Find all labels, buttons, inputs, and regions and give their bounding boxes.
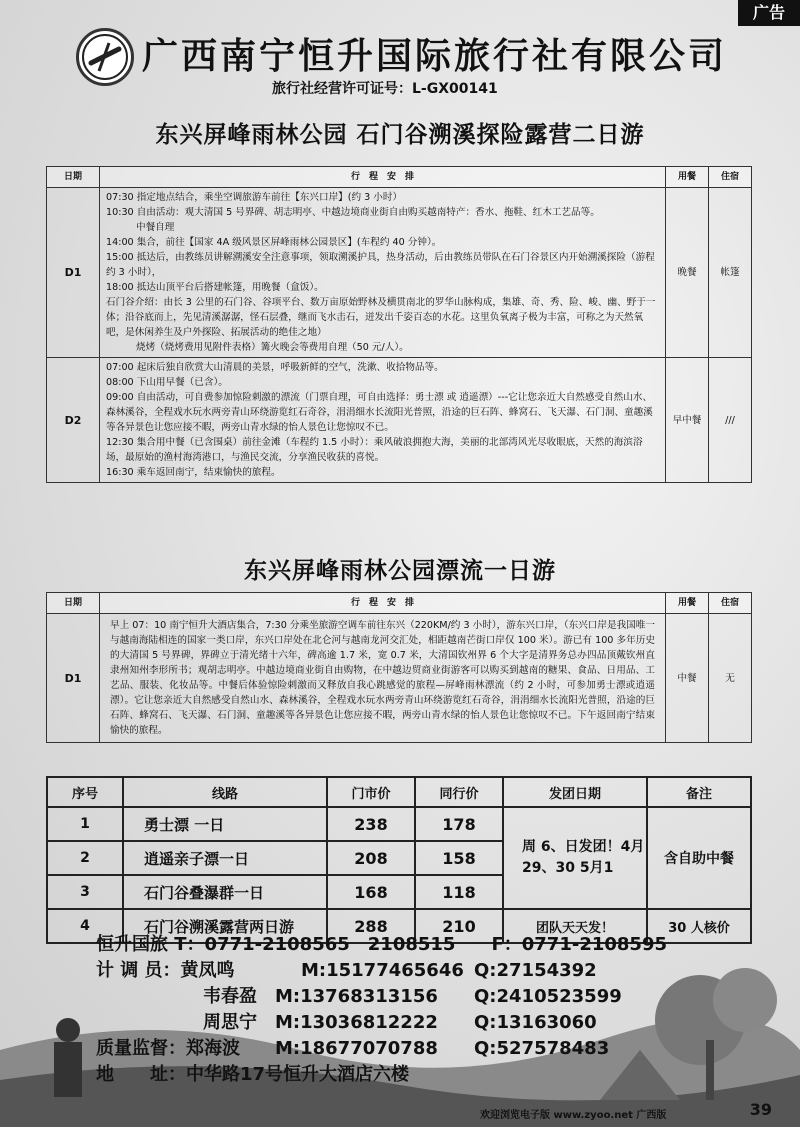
table-row xyxy=(47,614,752,743)
price-table xyxy=(46,776,752,944)
header-date: 日期 xyxy=(47,593,100,614)
meal-cell: 晚餐 xyxy=(666,188,709,358)
company-logo xyxy=(76,28,134,86)
row-no: 2 xyxy=(47,841,123,875)
supervisor-row xyxy=(96,1036,667,1062)
day-label: D2 xyxy=(47,358,100,483)
tour2-title: 东兴屏峰雨林公园漂流一日游 xyxy=(244,557,556,584)
day-plan xyxy=(100,358,666,483)
header-no: 序号 xyxy=(47,777,123,807)
header-date: 日期 xyxy=(47,167,100,188)
header-plan: 行 程 安 排 xyxy=(100,167,666,188)
supervisor-name: 郑海波 xyxy=(186,1038,240,1059)
plan-line: 中餐自理 xyxy=(136,222,175,233)
table-header-row xyxy=(47,593,752,614)
header-route: 线路 xyxy=(123,777,327,807)
row-route: 逍遥亲子漂一日 xyxy=(123,841,327,875)
header-trade: 同行价 xyxy=(415,777,503,807)
day-plan xyxy=(100,188,666,358)
supervisor-label: 质量监督： xyxy=(96,1038,186,1059)
row-note: 30 人核价 xyxy=(647,909,751,943)
dispatcher-name: 周思宁 xyxy=(203,1012,257,1033)
day-label: D1 xyxy=(47,188,100,358)
plan-line: 16:30 乘车返回南宁，结束愉快的旅程。 xyxy=(106,467,281,478)
header-note: 备注 xyxy=(647,777,751,807)
plan-line: 12:30 集合用中餐（已含围桌）前往金滩（车程约 1.5 小时）：乘风破浪拥抱大海，美丽的北部湾风光尽收眼底，天然的海滨浴场，最原始的渔村海湾港口，与渔民交流，分享渔民收获的喜悦。 xyxy=(106,437,643,463)
header-stay: 住宿 xyxy=(709,167,752,188)
header-meal: 用餐 xyxy=(666,593,709,614)
hotline: 恒升国旅 T：0771-2108565 2108515 F：0771-2108595 xyxy=(96,934,667,955)
dispatcher-label: 计 调 员： xyxy=(96,960,181,981)
address-value: 中华路17号恒升大酒店六楼 xyxy=(186,1064,410,1085)
address-row xyxy=(96,1062,667,1088)
plan-line: 08:00 下山用早餐（已含）。 xyxy=(106,377,228,388)
header-meal: 用餐 xyxy=(666,167,709,188)
day-label: D1 xyxy=(47,614,100,743)
dispatcher-name: 黄凤鸣 xyxy=(180,960,235,981)
footer-text: 欢迎浏览电子版 www.zyoo.net 广西版 xyxy=(480,1110,667,1121)
ad-tag: 广告 xyxy=(738,0,800,26)
supervisor-qq: Q:527578483 xyxy=(474,1038,610,1059)
dispatcher-row xyxy=(96,1010,667,1036)
row-retail-price: 288 xyxy=(327,909,415,943)
plan-line: 09:00 自由活动，可自费参加惊险刺激的漂流（门票自理，可自由选择：勇士漂 或 逍遥漂）---它让您亲近大自然感受自然山水、森林溪谷，全程戏水玩水两旁青山环绕游览红石奇谷，涓涓细水长流阳光普照，沿途的巨石阵、蜂窝石、飞天瀑、石门洞、童趣溪等各异景色让您应接不暇，两旁山青水绿的怡人景色让您惊叹不已。 xyxy=(106,392,653,433)
plan-line: 07:00 起床后独自欣赏大山清晨的美景，呼吸新鲜的空气，洗漱、收拾物品等。 xyxy=(106,362,444,373)
departure-dates: 团队天天发！ xyxy=(503,909,647,943)
row-trade-price: 118 xyxy=(415,875,503,909)
supervisor-mobile: M:18677070788 xyxy=(275,1038,438,1059)
plan-line: 10:30 自由活动：观大清国 5 号界碑、胡志明亭、中越边境商业街自由购买越南特产：香水、拖鞋、红木工艺品等。 xyxy=(106,207,600,218)
dispatcher-mobile: M:15177465646 xyxy=(301,960,464,981)
dispatcher-qq: Q:27154392 xyxy=(474,960,597,981)
address-label: 地 址： xyxy=(96,1064,186,1085)
plan-line: 烧烤（烧烤费用见附件表格）篝火晚会等费用自理（50 元/人）。 xyxy=(136,342,409,353)
row-retail-price: 238 xyxy=(327,807,415,841)
row-trade-price: 210 xyxy=(415,909,503,943)
plan-line: 07:30 指定地点结合，乘坐空调旅游车前往【东兴口岸】(约 3 小时） xyxy=(106,192,403,203)
tour1-title: 东兴屏峰雨林公园 石门谷溯溪探险露营二日游 xyxy=(155,121,645,148)
license-number: 旅行社经营许可证号：L-GX00141 xyxy=(272,81,498,97)
contact-block xyxy=(96,932,667,1088)
row-route: 石门谷溯溪露营两日游 xyxy=(123,909,327,943)
company-name: 广西南宁恒升国际旅行社有限公司 xyxy=(142,35,728,77)
header-plan: 行 程 安 排 xyxy=(100,593,666,614)
dispatcher-name: 韦春盈 xyxy=(203,986,257,1007)
stay-cell: 无 xyxy=(709,614,752,743)
page-number: 39 xyxy=(749,1100,772,1119)
dispatcher-row xyxy=(96,984,667,1010)
table-row xyxy=(47,358,752,483)
row-retail-price: 208 xyxy=(327,841,415,875)
table-row xyxy=(47,807,751,841)
price-header-row xyxy=(47,777,751,807)
header-dates: 发团日期 xyxy=(503,777,647,807)
row-trade-price: 178 xyxy=(415,807,503,841)
meal-cell: 早中餐 xyxy=(666,358,709,483)
dispatcher-mobile: M:13768313156 xyxy=(275,986,438,1007)
table-row xyxy=(47,188,752,358)
row-route: 石门谷叠瀑群一日 xyxy=(123,875,327,909)
row-retail-price: 168 xyxy=(327,875,415,909)
header-retail: 门市价 xyxy=(327,777,415,807)
day-plan-text: 早上 07：10 南宁恒升大酒店集合，7:30 分乘坐旅游空调车前往东兴（220KM/约 3 小时），游东兴口岸，（东兴口岸是我国唯一与越南海陆相连的国家一类口岸，东兴口岸处在北仑河与越南龙河交汇处，相距越南芒街口岸仅 100 米）。游已有 100 多年历史的大清国 5 号界碑，界碑立于清光绪十六年，碑高逾 1.7 米，宽 0.7 米，大清国钦州界 6 个大字是清界务总办四品顶戴钦州直隶州知州李形所书；观胡志明亭。中越边境商业街自由购物，在中越边贸商业街游客可以购买到越南的糖果、食品、日用品、工艺品、服装、化妆品等。中餐后体验惊险刺激而又释放自我心跳感觉的旅程—屏峰雨林漂流（约 2 小时，可参加勇士漂或逍遥漂）。它让您亲近大自然感受自然山水、森林溪谷，全程戏水玩水两旁青山环绕游览红石奇谷，涓涓细水长流阳光普照，沿途的巨石阵、蜂窝石、飞天瀑、石门洞、童趣溪等各异景色让您应接不暇，两旁山青水绿的怡人景色让您惊叹不已。下午返回南宁结束愉快的旅程。 xyxy=(100,614,666,743)
plan-line: 18:00 抵达山顶平台后搭建帐篷，用晚餐（盒饭）。 xyxy=(106,282,324,293)
table-header-row xyxy=(47,167,752,188)
plan-line: 14:00 集合，前往【国家 4A 级风景区屏峰雨林公园景区】(车程约 40 分钟）。 xyxy=(106,237,442,248)
departure-dates: 周 6、日发团！4月29、30 5月1 xyxy=(503,807,647,909)
meal-cell: 中餐 xyxy=(666,614,709,743)
row-no: 1 xyxy=(47,807,123,841)
header-stay: 住宿 xyxy=(709,593,752,614)
dispatcher-qq: Q:13163060 xyxy=(474,1012,597,1033)
row-note: 含自助中餐 xyxy=(647,807,751,909)
plan-line: 石门谷介绍：由长 3 公里的石门谷、谷项平台、数万亩原始野林及横贯南北的罗华山脉构成，集雄、奇、秀、险、峻、幽、野于一体；沿谷底而上，先见清溪潺潺，怪石层叠，继而飞水击石，迸发出千姿百态的水花。这里负氧离子极为丰富，可称之为天然氧吧，是休闲养生及户外探险、拓展活动的绝佳之地） xyxy=(106,297,656,338)
plan-line: 15:00 抵达后，由教练员讲解溯溪安全注意事项，领取溯溪护具，热身活动，后由教练员带队在石门谷景区内开始溯溪探险（游程约 3 小时）， xyxy=(106,252,655,278)
tour2-itinerary-table xyxy=(46,592,752,743)
stay-cell: 帐篷 xyxy=(709,188,752,358)
dispatcher-row xyxy=(96,958,667,984)
tour1-itinerary-table xyxy=(46,166,752,483)
row-no: 4 xyxy=(47,909,123,943)
dispatcher-qq: Q:2410523599 xyxy=(474,986,622,1007)
stay-cell: /// xyxy=(709,358,752,483)
row-route: 勇士漂 一日 xyxy=(123,807,327,841)
row-no: 3 xyxy=(47,875,123,909)
dispatcher-mobile: M:13036812222 xyxy=(275,1012,438,1033)
row-trade-price: 158 xyxy=(415,841,503,875)
